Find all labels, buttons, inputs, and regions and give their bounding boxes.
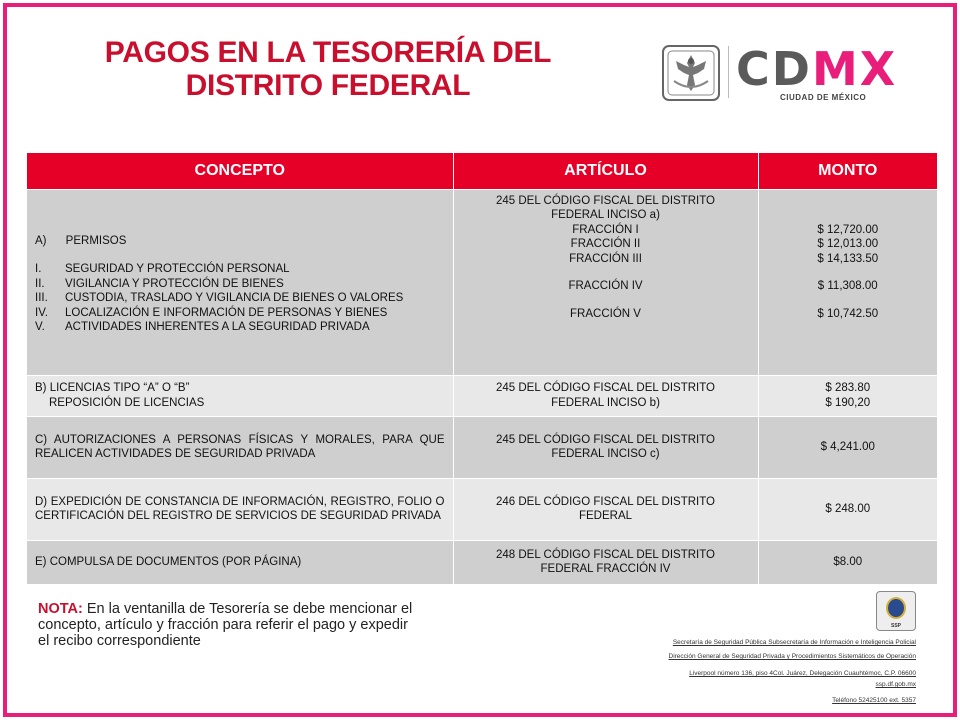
list-item: IV. LOCALIZACIÓN E INFORMACIÓN DE PERSONAS Y BIENES — [35, 306, 388, 319]
article-head: 245 DEL CÓDIGO FISCAL DEL DISTRITO FEDERAL INCISO a) — [496, 194, 715, 221]
list-item: II. VIGILANCIA Y PROTECCIÓN DE BIENES — [35, 277, 284, 290]
footer-address: Liverpool número 136, piso 4Col. Juárez, Delegación Cuauhtémoc, C.P. 06600 — [689, 670, 916, 677]
table-row — [27, 540, 937, 584]
amount-3: $ 14,133.50 — [817, 252, 879, 265]
cdmx-wordmark: CDMX — [736, 42, 898, 96]
article-cell: 245 DEL CÓDIGO FISCAL DEL DISTRITO FEDERAL INCISO c) — [453, 416, 758, 478]
amount-cell — [758, 189, 937, 375]
fraction-5: FRACCIÓN V — [570, 307, 641, 320]
list-item: III. CUSTODIA, TRASLADO Y VIGILANCIA DE BIENES O VALORES — [35, 292, 404, 304]
concept-cell: E) COMPULSA DE DOCUMENTOS (POR PÁGINA) — [27, 540, 453, 584]
article-cell: 246 DEL CÓDIGO FISCAL DEL DISTRITO FEDERAL — [453, 478, 758, 540]
amount-cell: $8.00 — [758, 540, 937, 584]
header-articulo: ARTÍCULO — [453, 153, 758, 189]
footer-line-2: Dirección General de Seguridad Privada y Procedimientos Sistemáticos de Operación — [668, 653, 916, 660]
amount-cell: $ 248.00 — [758, 478, 937, 540]
article-cell: 248 DEL CÓDIGO FISCAL DEL DISTRITO FEDERAL FRACCIÓN IV — [453, 540, 758, 584]
table-row — [27, 478, 937, 540]
badge-caption: SSP — [890, 623, 901, 629]
logo-separator — [728, 46, 729, 98]
concept-cell: C) AUTORIZACIONES A PERSONAS FÍSICAS Y MORALES, PARA QUE REALICEN ACTIVIDADES DE SEGURIDAD PRIVADA — [27, 416, 453, 478]
fraction-2: FRACCIÓN II — [570, 238, 641, 250]
amount-1: $ 12,720.00 — [817, 223, 879, 236]
amount-cell: $ 283.80 $ 190,20 — [758, 375, 937, 416]
eagle-emblem-icon — [662, 45, 720, 101]
table-row — [27, 375, 937, 416]
payments-table — [27, 153, 937, 584]
amount-cell: $ 4,241.00 — [758, 416, 937, 478]
amount-4: $ 11,308.00 — [817, 280, 878, 292]
table-row — [27, 416, 937, 478]
payment-note — [38, 601, 418, 649]
list-item: I. SEGURIDAD Y PROTECCIÓN PERSONAL — [35, 263, 290, 275]
amount-5: $ 10,742.50 — [817, 307, 879, 320]
title-line-2: DISTRITO FEDERAL — [185, 69, 471, 102]
concept-cell: D) EXPEDICIÓN DE CONSTANCIA DE INFORMACIÓN, REGISTRO, FOLIO O CERTIFICACIÓN DEL REGISTRO DE SERVICIOS DE SEGURIDAD PRIVADA — [27, 478, 453, 540]
footer-website-link[interactable]: ssp.df.gob.mx — [875, 681, 916, 688]
page-title — [58, 36, 598, 102]
concept-head: A) PERMISOS — [35, 234, 127, 247]
fraction-3: FRACCIÓN III — [569, 252, 642, 265]
concept-cell: B) LICENCIAS TIPO “A” O “B” REPOSICIÓN DE LICENCIAS — [27, 375, 453, 416]
article-cell — [453, 189, 758, 375]
fraction-1: FRACCIÓN I — [572, 223, 639, 236]
amount-2: $ 12,013.00 — [817, 238, 879, 250]
footer-line-1: Secretaría de Seguridad Pública Subsecretaría de Información e Inteligencia Policial — [672, 639, 916, 646]
title-line-1: PAGOS EN LA TESORERÍA DEL — [104, 36, 552, 69]
fraction-4: FRACCIÓN IV — [568, 280, 643, 292]
ssp-shield-icon — [876, 591, 916, 631]
concept-cell — [27, 189, 453, 375]
footer-phone: Teléfono 52425100 ext. 5357 — [832, 697, 916, 704]
list-item: V. ACTIVIDADES INHERENTES A LA SEGURIDAD PRIVADA — [35, 321, 370, 333]
header-monto: MONTO — [758, 153, 937, 189]
header-concepto: CONCEPTO — [27, 153, 453, 189]
permits-list — [35, 262, 445, 335]
note-label: NOTA: — [38, 601, 83, 617]
note-text: En la ventanilla de Tesorería se debe mencionar el concepto, artículo y fracción para referir el pago y expedir el recibo correspondiente — [38, 601, 413, 649]
cdmx-subtitle: CIUDAD DE MÉXICO — [780, 93, 867, 102]
article-cell: 245 DEL CÓDIGO FISCAL DEL DISTRITO FEDERAL INCISO b) — [453, 375, 758, 416]
table-row — [27, 189, 937, 375]
